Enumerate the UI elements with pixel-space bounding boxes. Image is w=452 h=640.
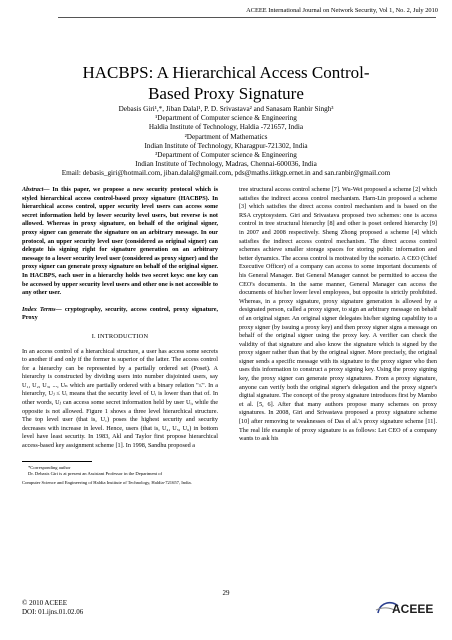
paper-title — [40, 62, 412, 104]
index-terms-label: Index Terms— — [22, 305, 62, 313]
header-rule — [58, 17, 436, 18]
copyright-line: © 2010 ACEEE — [22, 599, 67, 607]
right-column — [239, 186, 437, 444]
doi-line: DOI: 01.ijns.01.02.06 — [22, 608, 84, 616]
title-line-2: Based Proxy Signature — [148, 84, 304, 103]
left-column — [22, 186, 218, 486]
journal-header: ACEEE International Journal on Network Security, Vol 1, No. 2, July 2010 — [246, 7, 438, 14]
abstract — [22, 186, 218, 298]
index-terms-text: cryptography, security, access control, proxy signature, Proxy — [22, 305, 218, 322]
logo-text: ACEEE — [392, 602, 434, 616]
section-heading-introduction: I. INTRODUCTION — [91, 332, 149, 340]
index-terms — [22, 306, 218, 323]
intro-paragraph-right: tree structural access control scheme [7]. Wu-Wei proposed a scheme [2] which satisfies the indirect access control mechanism. Harn-Lin proposed a scheme [3] which satisfies the direct access control mechanism and is based on the RSA cryptosystem. Giri and Srivastava proposed two schemes: one is access control in tree structural hierarchy [8] and other is poset ordered hierarchy [9] in 2007 and 2008 respectively. Sheng Zhong proposed a scheme [4] which satisfies the indirect access control mechanism. The direct access control schemes achieve smaller storage spaces for storing public information and better dynamics. The access control is motivated by the scenario. A CEO (Chief Executive Officer) of a company can access to some important documents of his General Manager. But General Manager cannot be permitted to access the CEO's documents. In the same manner, General Manager can access the documents of his/her lower level employees, but opposite is strictly prohibited. Whereas, in a proxy signature, proxy signature generation is allowed by a designated person, called a proxy signer, to sign an arbitrary message on behalf of an original signer. An original signer delegates his/her signing capability to a proxy signer (by issuing a proxy key) and then proxy signer signs a message on behalf of the original signer using the proxy key. A verifier can check the validity of that signature and also know the signature which is signed by the proxy signer rather than that by the original signer. More precisely, the original signer sends a specific message with its signature to the proxy signer who then uses this information to construct a proxy signing key. Using the proxy signing key, the proxy signer can generate proxy signatures. From a proxy signature, anyone can verify both the original signer's delegation and the proxy signer's digital signature. The concept of the proxy signature introduces first by Mambo et al. [5, 6]. After that many authors propose many schemes on proxy signatures. In 2008, Giri and Srivastava proposed a proxy signature scheme [10] after removing te weaknesses of Das el al.'s proxy signature scheme [11]. The real life example of proxy signature is as follows: Let CEO of a company wants to ask his — [239, 186, 437, 443]
author-block — [0, 105, 452, 179]
footnote-corresponding: *Corresponding author — [28, 464, 71, 470]
title-line-1: HACBPS: A Hierarchical Access Control- — [82, 63, 370, 82]
abstract-label: Abstract— — [22, 186, 50, 193]
abstract-text: In this paper, we propose a new security protocol which is styled hierarchical access control-based proxy signature (HACBPS). In hierarchical access control, upper security level users can access some secret information held by lower security level users, but reverse is not allowed. Whereas in proxy signature, on behalf of the original signer, proxy signer can generate the signature on an arbitrary message. In our protocol, an upper security level user (considered as original signer) can delegate his signing right for signature generation on an arbitrary message to a lower security level user (considered as proxy signer) and the proxy signer can generate proxy signature on behalf of the original signer. In HACBPS, each user in a hierarchy holds two secret keys: one key can be accessed by upper security level users and other one is not accessible to any other user. — [22, 186, 218, 297]
aceee-logo — [372, 598, 442, 618]
author-names: Debasis Giri¹,*, Jiban Dalal¹, P. D. Srivastava² and Sanasam Ranbir Singh³ — [118, 105, 334, 113]
footnote-rule — [22, 461, 92, 462]
affiliation-1-dept: ¹Department of Computer science & Engineering — [155, 114, 297, 123]
intro-paragraph-left: In an access control of a hierarchical structure, a user has access some secrets to another if and only if the former is superior of the latter. The access control for a hierarchy can be represented by a partially ordered set (Poset). A hierarchy is constructed by dividing users into number disjointed users, say U₁, U₂, U₃, ..., Uₙ which are partially ordered with a binary relation "≤". In a hierarchy, Uⱼ ≤ Uᵢ means that the security level of Uᵢ is lower than that of. In other words, Uⱼ can access some secret information held by user Uᵢ, while the opposite is not allowed. Figure 1 shows a three level hierarchical structure. The top level user (that is, U₁) poses the highest security and security decreases with increase in level. Hence, users (that is, U₄, U₅, U₆) in bottom level have least security. In 1983, Akl and Taylor first propose hierarchical access-based key assignment scheme [1]. In 1998, Sandhu proposed a — [22, 347, 218, 450]
affiliation-2-dept: ²Department of Mathematics — [184, 132, 268, 141]
affiliation-3-inst: Indian Institute of Technology, Madras, Chennai-600036, India — [135, 160, 317, 169]
affiliation-1-inst: Haldia Institute of Technology, Haldia -721657, India — [148, 123, 304, 132]
footnote-affiliation: Computer Science and Engineering of Haldia Institute of Technology, Haldia-721657, India. — [22, 480, 192, 486]
page-number: 29 — [222, 589, 230, 597]
footnote-author: Dr. Debasis Giri is at present an Assistant Professor in the Department of — [28, 470, 163, 476]
affiliation-3-dept: ³Department of Computer science & Engineering — [155, 151, 297, 160]
author-emails: Email: debasis_giri@hotmail.com, jiban.dalal@gmail.com, pds@maths.iitkgp.ernet.in and san.ranbir@gmail.com — [61, 169, 391, 178]
copyright-block — [22, 599, 83, 617]
affiliation-2-inst: Indian Institute of Technology, Kharagpur-721302, India — [144, 141, 308, 150]
